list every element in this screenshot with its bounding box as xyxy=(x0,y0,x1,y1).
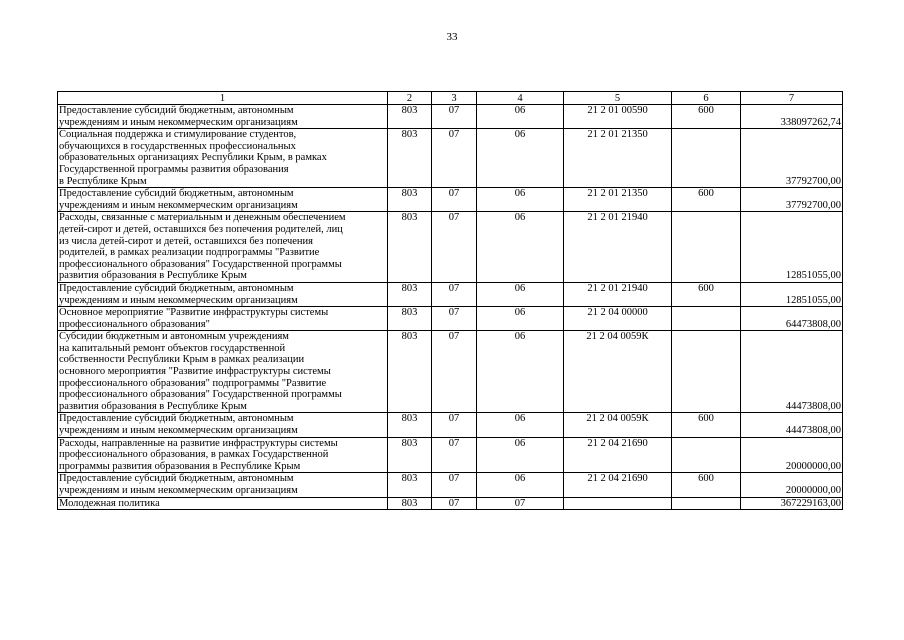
row-amount: 37792700,00 xyxy=(741,188,843,212)
row-code-3: 07 xyxy=(432,331,477,413)
column-header-5: 5 xyxy=(564,92,672,105)
table-body xyxy=(58,105,843,510)
row-code-5 xyxy=(564,497,672,510)
row-code-2: 803 xyxy=(388,307,432,331)
row-code-5: 21 2 04 0059К xyxy=(564,413,672,437)
row-code-2: 803 xyxy=(388,188,432,212)
table-row xyxy=(58,105,843,129)
column-header-7: 7 xyxy=(741,92,843,105)
row-code-4: 06 xyxy=(477,307,564,331)
row-code-6: 600 xyxy=(672,282,741,306)
row-code-2: 803 xyxy=(388,473,432,497)
row-amount: 64473808,00 xyxy=(741,307,843,331)
row-code-6 xyxy=(672,307,741,331)
table-row xyxy=(58,331,843,413)
row-description: Предоставление субсидий бюджетным, автономным учреждениям и иным некоммерческим организациям xyxy=(58,413,388,437)
row-amount: 20000000,00 xyxy=(741,437,843,473)
row-code-6 xyxy=(672,212,741,283)
row-code-4: 06 xyxy=(477,473,564,497)
row-code-5: 21 2 04 00000 xyxy=(564,307,672,331)
row-description: Предоставление субсидий бюджетным, автономным учреждениям и иным некоммерческим организациям xyxy=(58,282,388,306)
row-code-5: 21 2 04 21690 xyxy=(564,437,672,473)
row-amount: 367229163,00 xyxy=(741,497,843,510)
row-code-6 xyxy=(672,437,741,473)
row-code-5: 21 2 04 21690 xyxy=(564,473,672,497)
table-header-row xyxy=(58,92,843,105)
table-row xyxy=(58,282,843,306)
row-code-3: 07 xyxy=(432,497,477,510)
row-description: Социальная поддержка и стимулирование студентов, обучающихся в государственных профессиональных образовательных организациях Республики Крым, в рамках Государственной программы развития образования в Республике Крым xyxy=(58,129,388,188)
column-header-1: 1 xyxy=(58,92,388,105)
row-code-3: 07 xyxy=(432,129,477,188)
row-code-2: 803 xyxy=(388,129,432,188)
table-row xyxy=(58,188,843,212)
table-row xyxy=(58,497,843,510)
row-amount: 44473808,00 xyxy=(741,413,843,437)
table-row xyxy=(58,129,843,188)
table-row xyxy=(58,437,843,473)
row-code-4: 06 xyxy=(477,188,564,212)
row-code-5: 21 2 01 21350 xyxy=(564,129,672,188)
row-code-2: 803 xyxy=(388,105,432,129)
row-description: Молодежная политика xyxy=(58,497,388,510)
row-description: Расходы, направленные на развитие инфраструктуры системы профессионального образования, в рамках Государственной программы развития образования в Республике Крым xyxy=(58,437,388,473)
row-code-6: 600 xyxy=(672,188,741,212)
row-code-3: 07 xyxy=(432,437,477,473)
page-number: 33 xyxy=(446,31,458,43)
row-code-3: 07 xyxy=(432,282,477,306)
row-code-5: 21 2 01 21940 xyxy=(564,282,672,306)
row-code-6 xyxy=(672,331,741,413)
row-code-6: 600 xyxy=(672,413,741,437)
table-row xyxy=(58,307,843,331)
column-header-4: 4 xyxy=(477,92,564,105)
row-code-2: 803 xyxy=(388,437,432,473)
row-code-2: 803 xyxy=(388,331,432,413)
row-code-5: 21 2 01 21940 xyxy=(564,212,672,283)
table-row xyxy=(58,212,843,283)
row-description: Основное мероприятие "Развитие инфраструктуры системы профессионального образования" xyxy=(58,307,388,331)
row-code-6 xyxy=(672,497,741,510)
row-code-4: 07 xyxy=(477,497,564,510)
row-amount: 20000000,00 xyxy=(741,473,843,497)
row-code-4: 06 xyxy=(477,331,564,413)
row-code-2: 803 xyxy=(388,282,432,306)
row-code-2: 803 xyxy=(388,212,432,283)
row-amount: 12851055,00 xyxy=(741,212,843,283)
row-code-4: 06 xyxy=(477,129,564,188)
row-code-3: 07 xyxy=(432,188,477,212)
row-description: Расходы, связанные с материальным и денежным обеспечением детей-сирот и детей, оставшихся без попечения родителей, лиц из числа детей-сирот и детей, оставшихся без попечения родителей, в рамках реализации подпрограммы "Развитие профессионального образования" Государственной программы развития образования в Республике Крым xyxy=(58,212,388,283)
row-amount: 37792700,00 xyxy=(741,129,843,188)
row-code-4: 06 xyxy=(477,105,564,129)
row-code-3: 07 xyxy=(432,105,477,129)
row-code-3: 07 xyxy=(432,307,477,331)
column-header-3: 3 xyxy=(432,92,477,105)
row-amount: 12851055,00 xyxy=(741,282,843,306)
column-header-2: 2 xyxy=(388,92,432,105)
row-description: Предоставление субсидий бюджетным, автономным учреждениям и иным некоммерческим организациям xyxy=(58,188,388,212)
row-code-3: 07 xyxy=(432,212,477,283)
column-header-6: 6 xyxy=(672,92,741,105)
row-amount: 338097262,74 xyxy=(741,105,843,129)
row-code-6: 600 xyxy=(672,473,741,497)
row-description: Предоставление субсидий бюджетным, автономным учреждениям и иным некоммерческим организациям xyxy=(58,473,388,497)
row-code-6: 600 xyxy=(672,105,741,129)
row-code-5: 21 2 01 21350 xyxy=(564,188,672,212)
row-code-4: 06 xyxy=(477,413,564,437)
row-code-5: 21 2 01 00590 xyxy=(564,105,672,129)
row-description: Предоставление субсидий бюджетным, автономным учреждениям и иным некоммерческим организациям xyxy=(58,105,388,129)
table-row xyxy=(58,473,843,497)
row-code-4: 06 xyxy=(477,282,564,306)
table-row xyxy=(58,413,843,437)
row-code-2: 803 xyxy=(388,497,432,510)
row-code-3: 07 xyxy=(432,473,477,497)
row-code-5: 21 2 04 0059К xyxy=(564,331,672,413)
row-description: Субсидии бюджетным и автономным учреждениям на капитальный ремонт объектов государственной собственности Республики Крым в рамках реализации основного мероприятия "Развитие инфраструктуры системы профессионального образования" подпрограммы "Развитие профессионального образования" Государственной программы развития образования в Республике Крым xyxy=(58,331,388,413)
row-code-6 xyxy=(672,129,741,188)
row-code-4: 06 xyxy=(477,212,564,283)
row-code-2: 803 xyxy=(388,413,432,437)
row-amount: 44473808,00 xyxy=(741,331,843,413)
row-code-3: 07 xyxy=(432,413,477,437)
row-code-4: 06 xyxy=(477,437,564,473)
budget-table xyxy=(57,91,843,510)
